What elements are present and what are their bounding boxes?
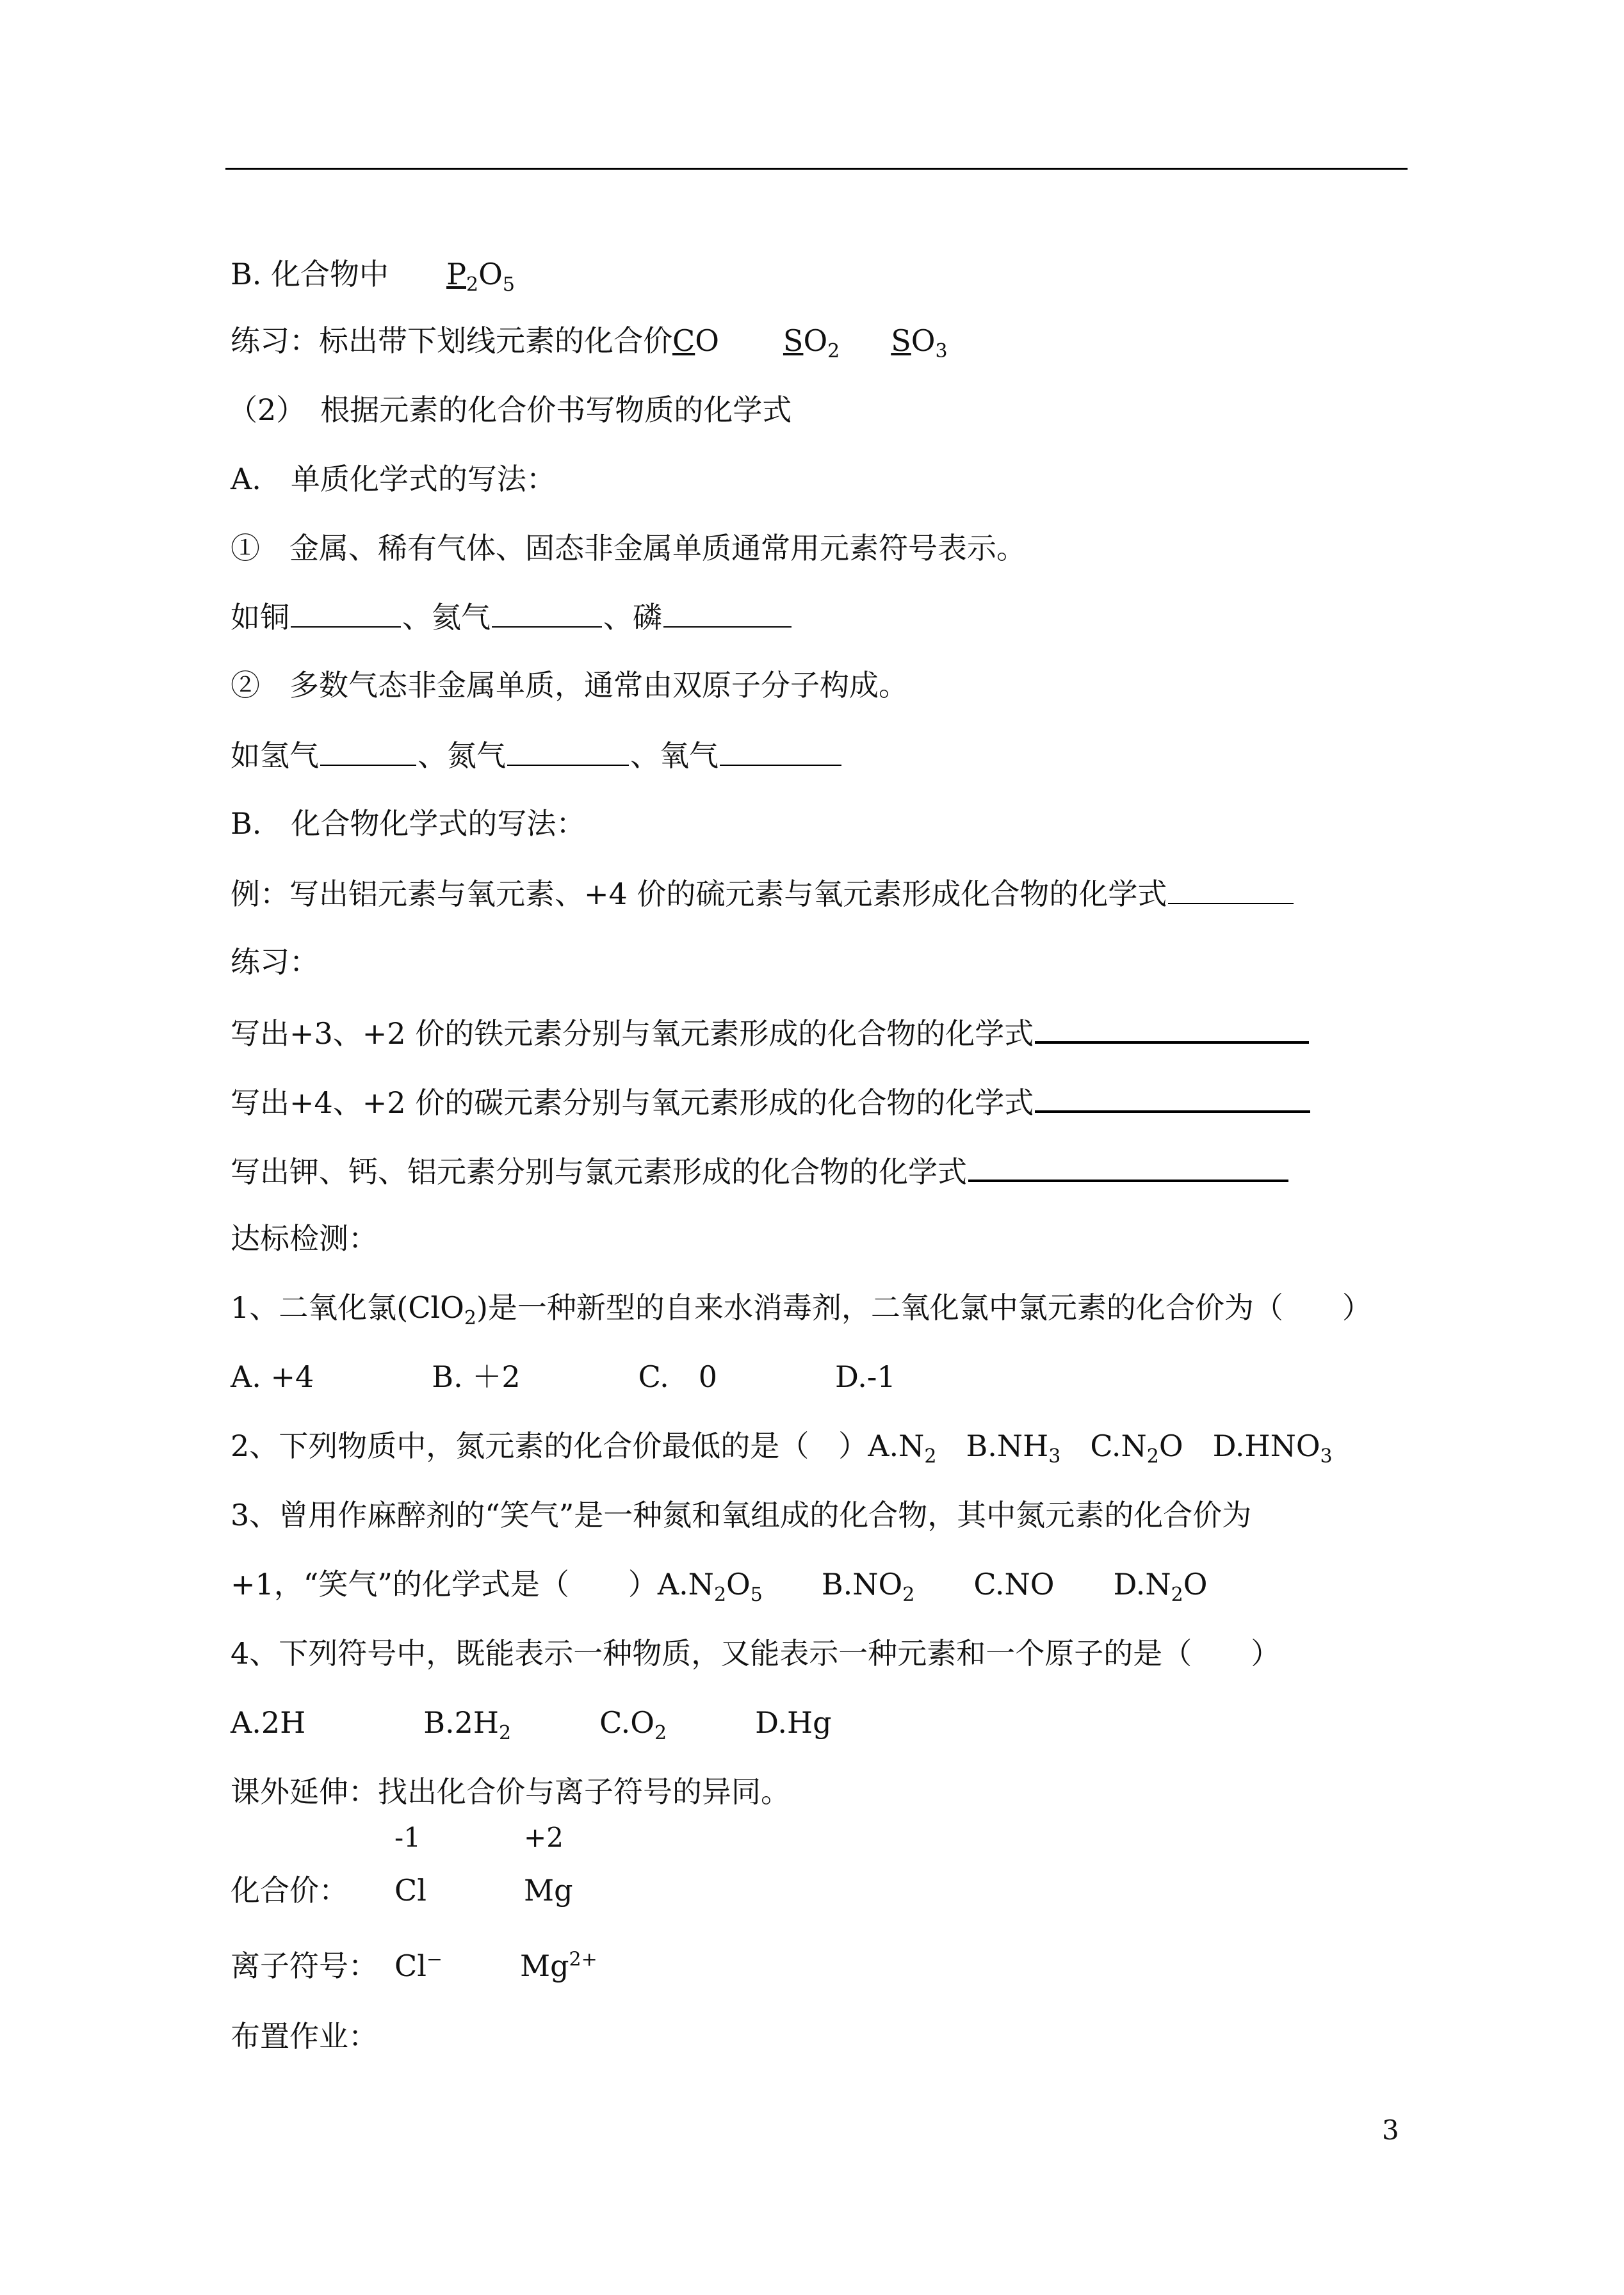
valence-mg: Mg [524,1873,573,1908]
practice-label: 练习： [231,945,319,979]
homework-heading: 布置作业： [231,2019,378,2054]
rule-1: ① 金属、稀有气体、固态非金属单质通常用元素符号表示。 [231,531,1026,565]
answer-blank[interactable] [720,735,841,766]
ion-cl: Cl− [394,1948,443,1983]
practice-carbon: 写出+4、+2 价的碳元素分别与氧元素形成的化合物的化学式 [231,1081,1311,1122]
question-4-options: A.2H $B.2H_2$ $C.O_2$ D.Hg [231,1705,832,1745]
extension-heading: 课外延伸：找出化合价与离子符号的异同。 [231,1774,790,1809]
page-number: 3 [1382,2114,1399,2146]
question-3-line-2: +1，“笑气”的化学式是（ ）$A.N_2O_5$ $B.NO_2$ C.NO $D.N_2O$ [231,1567,1208,1607]
subheading-elemental: A. 单质化学式的写法： [231,462,556,496]
question-1-options: A. +4 B. ＋2 C. 0 D.-1 [231,1359,896,1394]
practice-chlorides: 写出钾、钙、铝元素分别与氯元素形成的化合物的化学式 [231,1150,1290,1191]
answer-blank[interactable] [1035,1081,1310,1113]
rule-2: ② 多数气态非金属单质，通常由双原子分子构成。 [231,668,908,702]
fill-line-gases: 如氢气 、氮气 、氧气 [231,735,843,775]
ion-label: 离子符号： [231,1949,378,1983]
question-4: 4、下列符号中，既能表示一种物质，又能表示一种元素和一个原子的是（ ） [231,1636,1281,1671]
answer-blank[interactable] [968,1150,1288,1182]
subheading-compound: B. 化合物化学式的写法： [231,806,586,841]
fill-line-metals: 如铜 、氦气 、磷 [231,597,793,637]
answer-blank[interactable] [507,735,629,766]
line-compound-p2o5: B. 化合物中 $P_2O_5$ [231,257,515,296]
header-rule [225,168,1408,170]
valence-mg-superscript: +2 [524,1822,564,1853]
valence-label: 化合价： [231,1873,348,1908]
test-heading: 达标检测： [231,1221,378,1256]
practice-iron: 写出+3、+2 价的铁元素分别与氧元素形成的化合物的化学式 [231,1012,1310,1053]
answer-blank[interactable] [492,597,602,628]
question-1: 1、二氧化氯(ClO$_2$)是一种新型的自来水消毒剂，二氧化氯中氯元素的化合价为（ ） [231,1290,1372,1330]
ion-mg: $Mg^{2+}$ [520,1948,597,1983]
section-heading-2: （2） 根据元素的化合价书写物质的化学式 [228,393,792,427]
answer-blank[interactable] [320,735,416,766]
answer-blank[interactable] [1168,873,1294,904]
line-practice-valence: 练习：标出带下划线元素的化合价CO $SO_2$ $SO_3$ [231,323,948,363]
question-2: 2、下列物质中，氮元素的化合价最低的是（ ）$A.N_2$ $B.NH_3$ $C.N_2O$ $D.HNO_3$ [231,1429,1333,1468]
valence-cl-superscript: -1 [394,1822,421,1853]
valence-cl: Cl [394,1873,426,1908]
question-3-line-1: 3、曾用作麻醉剂的“笑气”是一种氮和氧组成的化合物，其中氮元素的化合价为 [231,1498,1252,1532]
answer-blank[interactable] [291,597,401,628]
answer-blank[interactable] [663,597,792,628]
example-line: 例：写出铝元素与氧元素、+4 价的硫元素与氧元素形成化合物的化学式 [231,873,1295,913]
answer-blank[interactable] [1035,1012,1309,1044]
